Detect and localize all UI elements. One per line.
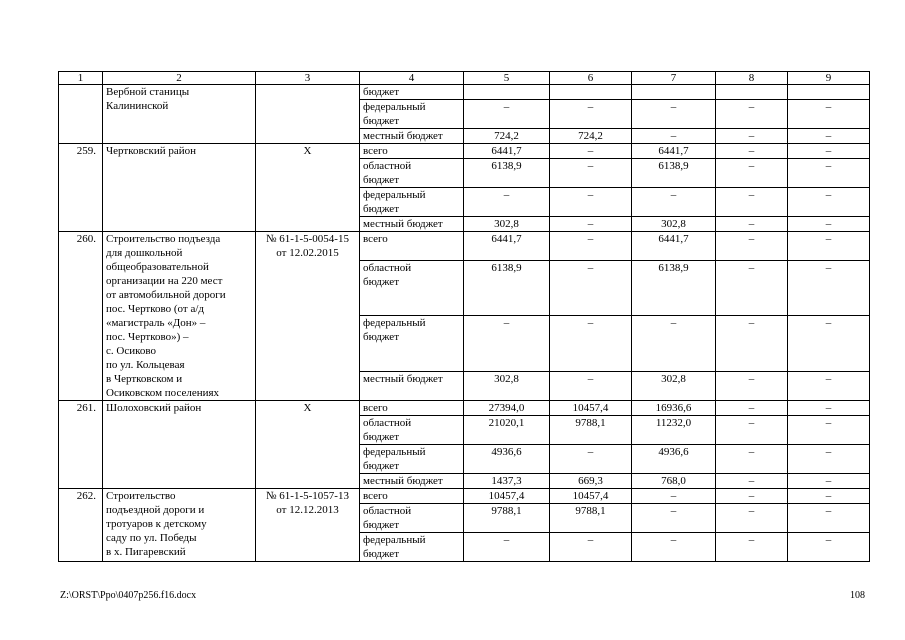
column-header-7: 7: [632, 72, 716, 85]
value-cell-col6: 10457,4: [550, 489, 632, 504]
value-cell-col7: –: [632, 489, 716, 504]
funding-source-line: бюджет: [363, 548, 399, 560]
object-name-line: Шолоховский район: [106, 402, 202, 414]
value-cell-col5: 10457,4: [464, 489, 550, 504]
value-cell-col7: 6138,9: [632, 159, 716, 188]
value-cell-col8: –: [716, 504, 788, 533]
object-name: [103, 489, 256, 562]
row-number: 261.: [59, 401, 103, 489]
funding-source-line: местный бюджет: [363, 475, 443, 487]
funding-source-line: бюджет: [363, 275, 399, 288]
row-number: [59, 85, 103, 144]
value-cell-col7: 6441,7: [632, 232, 716, 261]
object-name-line: тротуаров к детскому: [106, 518, 207, 530]
value-cell-col5: 6138,9: [464, 159, 550, 188]
document-code: [256, 489, 360, 562]
funding-source-line: бюджет: [363, 174, 399, 186]
object-name-line: «магистраль «Дон» –: [106, 317, 206, 329]
funding-source: [360, 445, 464, 474]
funding-source: [360, 100, 464, 129]
funding-source: [360, 401, 464, 416]
value-cell-col9: –: [788, 188, 870, 217]
funding-source-line: бюджет: [363, 431, 399, 443]
value-cell-col7: –: [632, 316, 716, 372]
document-code-line: Х: [303, 145, 312, 157]
object-name-line: с. Осиково: [106, 345, 156, 357]
object-name-line: саду по ул. Победы: [106, 532, 197, 544]
value-cell-col5: 1437,3: [464, 474, 550, 489]
table-row: [59, 232, 870, 261]
funding-source-line: бюджет: [363, 203, 399, 215]
funding-source-line: бюджет: [363, 331, 399, 344]
value-cell-col9: –: [788, 489, 870, 504]
value-cell-col7: 4936,6: [632, 445, 716, 474]
value-cell-col5: 302,8: [464, 217, 550, 232]
value-cell-col7: –: [632, 188, 716, 217]
object-name-line: подъездной дороги и: [106, 504, 205, 516]
value-cell-col5: 21020,1: [464, 416, 550, 445]
funding-source-line: бюджет: [363, 115, 399, 127]
value-cell-col7: 6138,9: [632, 260, 716, 316]
object-name-line: Чертковский район: [106, 145, 197, 157]
value-cell-col5: 9788,1: [464, 504, 550, 533]
funding-source: [360, 316, 464, 372]
value-cell-col9: –: [788, 401, 870, 416]
value-cell-col8: –: [716, 260, 788, 316]
value-cell-col7: –: [632, 504, 716, 533]
object-name-line: общеобразовательной: [106, 261, 209, 273]
value-cell-col5: 27394,0: [464, 401, 550, 416]
object-name-line: Строительство подъезда: [106, 233, 221, 245]
value-cell-col5: –: [464, 100, 550, 129]
value-cell-col7: –: [632, 100, 716, 129]
value-cell-col9: [788, 85, 870, 100]
value-cell-col5: [464, 85, 550, 100]
value-cell-col9: –: [788, 232, 870, 261]
document-code: [256, 144, 360, 232]
object-name-line: Калининской: [106, 100, 169, 112]
funding-source-line: местный бюджет: [363, 130, 443, 142]
value-cell-col8: –: [716, 401, 788, 416]
value-cell-col8: [716, 85, 788, 100]
value-cell-col6: –: [550, 159, 632, 188]
object-name-line: организации на 220 мест: [106, 275, 223, 287]
value-cell-col6: –: [550, 144, 632, 159]
funding-source: [360, 217, 464, 232]
value-cell-col9: –: [788, 159, 870, 188]
value-cell-col7: 302,8: [632, 372, 716, 401]
funding-source-line: федеральный: [363, 534, 426, 546]
funding-source: [360, 533, 464, 562]
value-cell-col6: –: [550, 533, 632, 562]
document-code: [256, 401, 360, 489]
value-cell-col9: –: [788, 260, 870, 316]
value-cell-col7: 302,8: [632, 217, 716, 232]
object-name-line: пос. Чертково (от а/д: [106, 303, 205, 315]
value-cell-col5: 302,8: [464, 372, 550, 401]
row-number: 259.: [59, 144, 103, 232]
funding-source: [360, 159, 464, 188]
value-cell-col8: –: [716, 372, 788, 401]
funding-source-line: областной: [363, 417, 412, 429]
value-cell-col5: 724,2: [464, 129, 550, 144]
value-cell-col6: [550, 85, 632, 100]
value-cell-col8: –: [716, 533, 788, 562]
value-cell-col6: –: [550, 260, 632, 316]
value-cell-col7: 11232,0: [632, 416, 716, 445]
value-cell-col6: 9788,1: [550, 504, 632, 533]
document-code-line: № 61-1-5-1057-13: [266, 490, 349, 502]
column-header-1: 1: [59, 72, 103, 85]
row-number: 262.: [59, 489, 103, 562]
value-cell-col7: –: [632, 129, 716, 144]
funding-source-line: бюджет: [363, 519, 399, 531]
funding-source-line: местный бюджет: [363, 218, 443, 230]
value-cell-col7: [632, 85, 716, 100]
column-header-5: 5: [464, 72, 550, 85]
value-cell-col9: –: [788, 474, 870, 489]
funding-source-line: бюджет: [363, 460, 399, 472]
value-cell-col9: –: [788, 416, 870, 445]
value-cell-col8: –: [716, 159, 788, 188]
value-cell-col6: –: [550, 372, 632, 401]
value-cell-col8: –: [716, 316, 788, 372]
funding-source-line: федеральный: [363, 189, 426, 201]
funding-source: [360, 260, 464, 316]
value-cell-col6: –: [550, 445, 632, 474]
value-cell-col9: –: [788, 445, 870, 474]
funding-source-line: федеральный: [363, 446, 426, 458]
value-cell-col9: –: [788, 129, 870, 144]
value-cell-col5: –: [464, 316, 550, 372]
value-cell-col5: 6441,7: [464, 144, 550, 159]
footer-file-path: Z:\ORST\Ppo\0407p256.f16.docx: [60, 590, 197, 601]
value-cell-col6: 9788,1: [550, 416, 632, 445]
funding-source-line: областной: [363, 160, 412, 172]
object-name-line: пос. Чертково») –: [106, 331, 189, 343]
object-name-line: по ул. Кольцевая: [106, 359, 185, 371]
document-code-line: № 61-1-5-0054-15: [266, 233, 349, 245]
column-header-9: 9: [788, 72, 870, 85]
value-cell-col8: –: [716, 100, 788, 129]
value-cell-col8: –: [716, 217, 788, 232]
budget-table: [58, 71, 870, 562]
funding-source-line: всего: [363, 145, 388, 157]
funding-source-line: всего: [363, 490, 388, 502]
value-cell-col9: –: [788, 316, 870, 372]
funding-source: [360, 129, 464, 144]
value-cell-col6: –: [550, 217, 632, 232]
funding-source-line: всего: [363, 233, 388, 245]
value-cell-col6: –: [550, 316, 632, 372]
value-cell-col7: 768,0: [632, 474, 716, 489]
value-cell-col8: –: [716, 144, 788, 159]
value-cell-col5: 6138,9: [464, 260, 550, 316]
funding-source-line: областной: [363, 505, 412, 517]
document-code: [256, 85, 360, 144]
funding-source: [360, 232, 464, 261]
value-cell-col9: –: [788, 217, 870, 232]
footer-page-number: 108: [850, 590, 865, 601]
value-cell-col8: –: [716, 474, 788, 489]
funding-source-line: всего: [363, 402, 388, 414]
column-header-8: 8: [716, 72, 788, 85]
value-cell-col5: 6441,7: [464, 232, 550, 261]
funding-source: [360, 489, 464, 504]
value-cell-col9: –: [788, 144, 870, 159]
value-cell-col8: –: [716, 129, 788, 144]
funding-source-line: областной: [363, 261, 412, 274]
funding-source-line: федеральный: [363, 101, 426, 113]
document-code-line: от 12.02.2015: [276, 247, 339, 259]
object-name-line: от автомобильной дороги: [106, 289, 226, 301]
funding-source-line: местный бюджет: [363, 373, 443, 386]
value-cell-col8: –: [716, 232, 788, 261]
funding-source: [360, 474, 464, 489]
value-cell-col7: –: [632, 533, 716, 562]
document-code-line: от 12.12.2013: [276, 504, 339, 516]
column-header-6: 6: [550, 72, 632, 85]
object-name: [103, 144, 256, 232]
value-cell-col8: –: [716, 489, 788, 504]
row-number: 260.: [59, 232, 103, 401]
table-row: [59, 401, 870, 416]
value-cell-col7: 6441,7: [632, 144, 716, 159]
funding-source: [360, 372, 464, 401]
value-cell-col6: 10457,4: [550, 401, 632, 416]
value-cell-col7: 16936,6: [632, 401, 716, 416]
funding-source: [360, 144, 464, 159]
object-name-line: Строительство: [106, 490, 176, 502]
funding-source: [360, 188, 464, 217]
document-code: [256, 232, 360, 401]
object-name-line: в х. Пигаревский: [106, 546, 186, 558]
table-row: [59, 144, 870, 159]
value-cell-col5: –: [464, 188, 550, 217]
column-header-2: 2: [103, 72, 256, 85]
table-row: [59, 85, 870, 100]
object-name-line: в Чертковском и: [106, 373, 183, 385]
column-header-4: 4: [360, 72, 464, 85]
value-cell-col9: –: [788, 372, 870, 401]
value-cell-col5: 4936,6: [464, 445, 550, 474]
header-row: [59, 72, 870, 85]
value-cell-col5: –: [464, 533, 550, 562]
object-name: [103, 232, 256, 401]
object-name-line: для дошкольной: [106, 247, 183, 259]
funding-source-line: федеральный: [363, 317, 426, 330]
funding-source: [360, 504, 464, 533]
funding-source: [360, 416, 464, 445]
column-header-3: 3: [256, 72, 360, 85]
value-cell-col6: –: [550, 100, 632, 129]
value-cell-col9: –: [788, 504, 870, 533]
funding-source-line: бюджет: [363, 86, 399, 98]
value-cell-col9: –: [788, 100, 870, 129]
value-cell-col6: –: [550, 188, 632, 217]
value-cell-col8: –: [716, 188, 788, 217]
object-name-line: Осиковском поселениях: [106, 387, 220, 399]
table-row: [59, 489, 870, 504]
value-cell-col6: 669,3: [550, 474, 632, 489]
value-cell-col8: –: [716, 416, 788, 445]
value-cell-col8: –: [716, 445, 788, 474]
object-name-line: Вербной станицы: [106, 86, 190, 98]
object-name: [103, 401, 256, 489]
value-cell-col9: –: [788, 533, 870, 562]
value-cell-col6: –: [550, 232, 632, 261]
document-code-line: Х: [303, 402, 312, 414]
value-cell-col6: 724,2: [550, 129, 632, 144]
object-name: [103, 85, 256, 144]
funding-source: [360, 85, 464, 100]
